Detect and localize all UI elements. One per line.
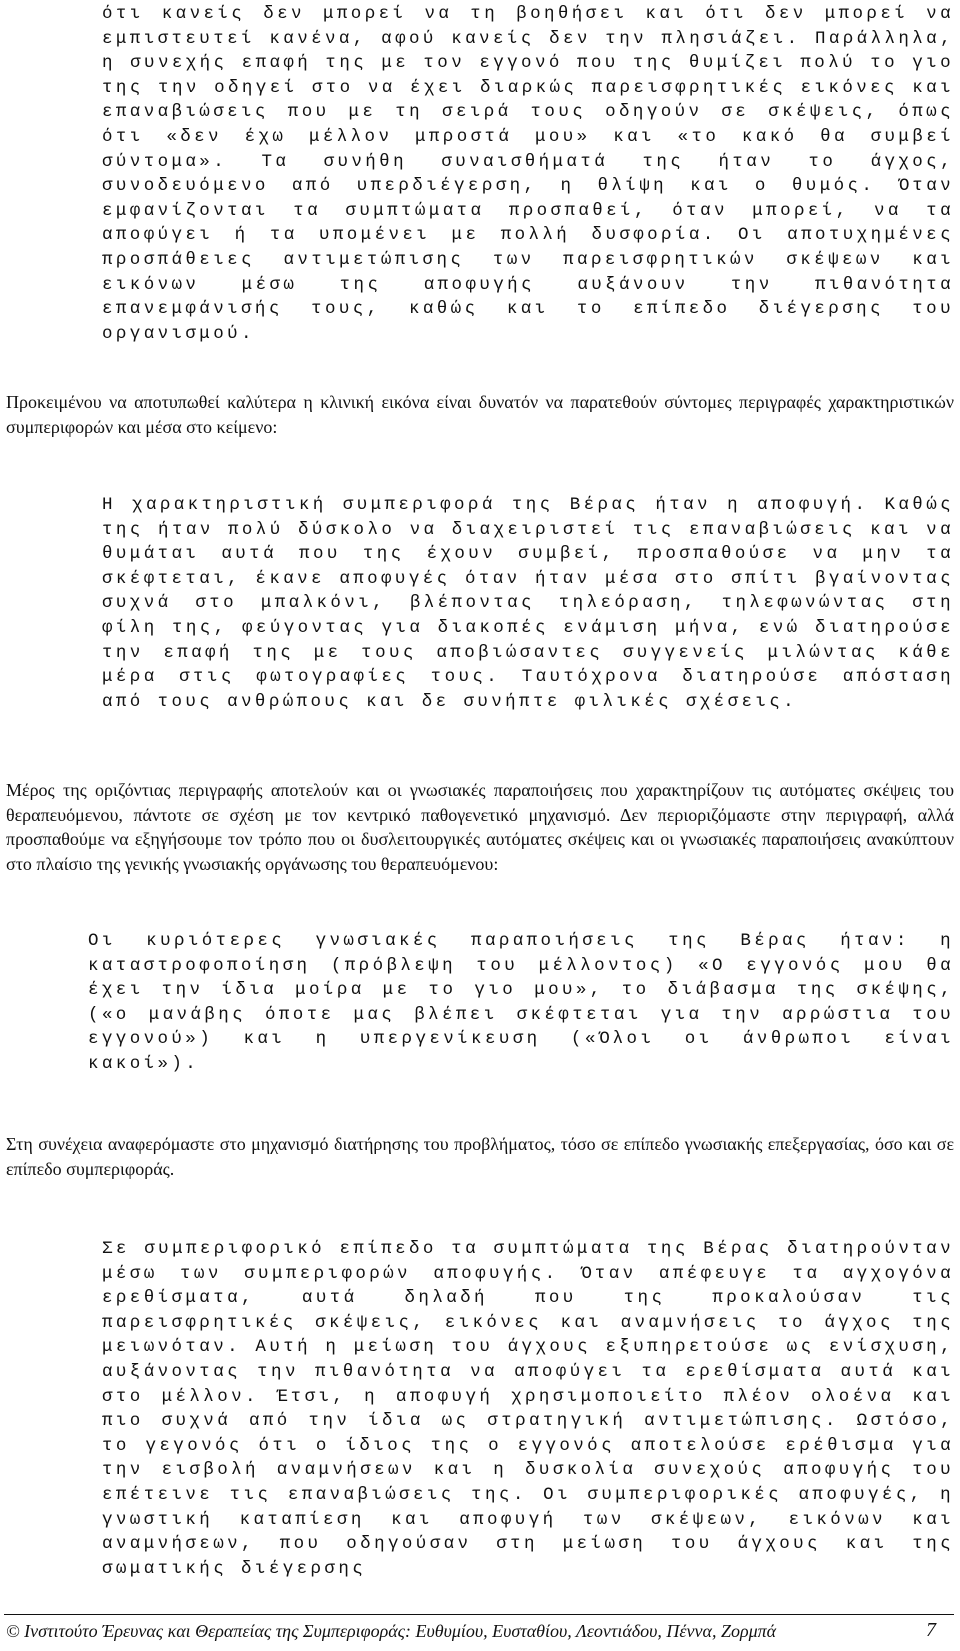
body-paragraph-maintenance-mechanism: Στη συνέχεια αναφερόμαστε στο μηχανισμό διατήρησης του προβλήματος, τόσο σε επίπεδο γνωσιακής επεξεργασίας, όσο και σε επίπεδο συμπεριφοράς.	[6, 1134, 954, 1179]
page-footer	[6, 1618, 954, 1646]
case-cognitive-distortions-block: Οι κυριότερες γνωσιακές παραποιήσεις της Βέρας ήταν: η καταστροφοποίηση (πρόβλεψη του μέλλοντος) «Ο εγγονός μου θα έχει την ίδια μοίρα με το γιο μου», το διάβασμα της σκέψης, («ο μανάβης όποτε μας βλέπει σκέφτεται για την αρρώστια του εγγονού») και η υπεργενίκευση («Όλοι οι άνθρωποι είναι κακοί»).	[88, 931, 954, 1074]
page-number: 7	[926, 1619, 936, 1641]
case-description-block: ότι κανείς δεν μπορεί να τη βοηθήσει και ότι δεν μπορεί να εμπιστευτεί κανένα, αφού κανείς δεν την πλησιάζει. Παράλληλα, η συνεχής επαφή της με τον εγγονό που της θυμίζει πολύ το γιο της την οδηγεί στο να έχει διαρκώς παρεισφρητικές εικόνες και επαναβιώσεις που με τη σειρά τους οδηγούν σε σκέψεις, όπως ότι «δεν έχω μέλλον μπροστά μου» και «το κακό θα συμβεί σύντομα». Τα συνήθη συναισθήματά της ήταν το άγχος, συνοδευόμενο από υπερδιέγερση, η θλίψη και ο θυμός. Όταν εμφανίζονται τα συμπτώματα προσπαθεί, όταν μπορεί, να τα αποφύγει ή τα υπομένει με πολλή δυσφορία. Οι αποτυχημένες προσπάθειες αντιμετώπισης των παρεισφρητικών σκέψεων και εικόνων μέσω της αποφυγής αυξάνουν την πιθανότητα επανεμφάνισής τους, καθώς και το επίπεδο διέγερσης του οργανισμού.	[102, 4, 954, 344]
footer-copyright: © Ινστιτούτο Έρευνας και Θεραπείας της Συμπεριφοράς: Ευθυμίου, Ευσταθίου, Λεοντιάδου, Πέννα, Ζορμπά	[6, 1621, 777, 1641]
footer-divider	[4, 1614, 954, 1615]
case-maintenance-block: Σε συμπεριφορικό επίπεδο τα συμπτώματα της Βέρας διατηρούνταν μέσω των συμπεριφορών αποφυγής. Όταν απέφευγε τα αγχογόνα ερεθίσματα, αυτά δηλαδή που της προκαλούσαν τις παρεισφρητικές σκέψεις, εικόνες και αναμνήσεις το άγχος της μειωνόταν. Αυτή η μείωση του άγχους εξυπηρετούσε ως ενίσχυση, αυξάνοντας την πιθανότητα να αποφύγει τα ερεθίσματα αυτά και στο μέλλον. Έτσι, η αποφυγή χρησιμοποιείτο πλέον ολοένα και πιο συχνά από την ίδια ως στρατηγική αντιμετώπισης. Ωστόσο, το γεγονός ότι ο ίδιος της ο εγγονός αποτελούσε ερέθισμα για την εισβολή αναμνήσεων και η δυσκολία συνεχούς αποφυγής του επέτεινε τις επαναβιώσεις της. Οι συμπεριφορικές αποφυγές, η γνωστική καταπίεση και αποφυγή των σκέψεων, εικόνων και αναμνήσεων, που οδηγούσαν στη μείωση του άγχους και της σωματικής διέγερσης	[102, 1239, 954, 1579]
body-paragraph-behaviors-intro: Προκειμένου να αποτυπωθεί καλύτερα η κλινική εικόνα είναι δυνατόν να παρατεθούν σύντομες περιγραφές χαρακτηριστικών συμπεριφορών και μέσα στο κείμενο:	[6, 392, 954, 437]
body-paragraph-cognitive-distortions: Μέρος της οριζόντιας περιγραφής αποτελούν και οι γνωσιακές παραποιήσεις που χαρακτηρίζουν τις αυτόματες σκέψεις του θεραπευόμενου, πάντοτε σε σχέση με τον κεντρικό παθογενετικό μηχανισμό. Δεν περιοριζόμαστε στην περιγραφή, αλλά προσπαθούμε να εξηγήσουμε τον τρόπο που οι δυσλειτουργικές αυτόματες σκέψεις και οι γνωσιακές παραποιήσεις ανακύπτουν στο πλαίσιο της γενικής γνωσιακής οργάνωσης του θεραπευόμενου:	[6, 780, 954, 874]
case-behavior-block: Η χαρακτηριστική συμπεριφορά της Βέρας ήταν η αποφυγή. Καθώς της ήταν πολύ δύσκολο να διαχειριστεί τις επαναβιώσεις και να θυμάται αυτά που της έχουν συμβεί, προσπαθούσε να μην τα σκέφτεται, έκανε αποφυγές όταν ήταν μέσα στο σπίτι βγαίνοντας συχνά στο μπαλκόνι, βλέποντας τηλεόραση, τηλεφωνώντας στη φίλη της, φεύγοντας για διακοπές ενάμιση μήνα, ενώ διατηρούσε την επαφή της με τους αποβιώσαντες συγγενείς μιλώντας κάθε μέρα στις φωτογραφίες τους. Ταυτόχρονα διατηρούσε απόσταση από τους ανθρώπους και δε συνήπτε φιλικές σχέσεις.	[102, 495, 954, 712]
